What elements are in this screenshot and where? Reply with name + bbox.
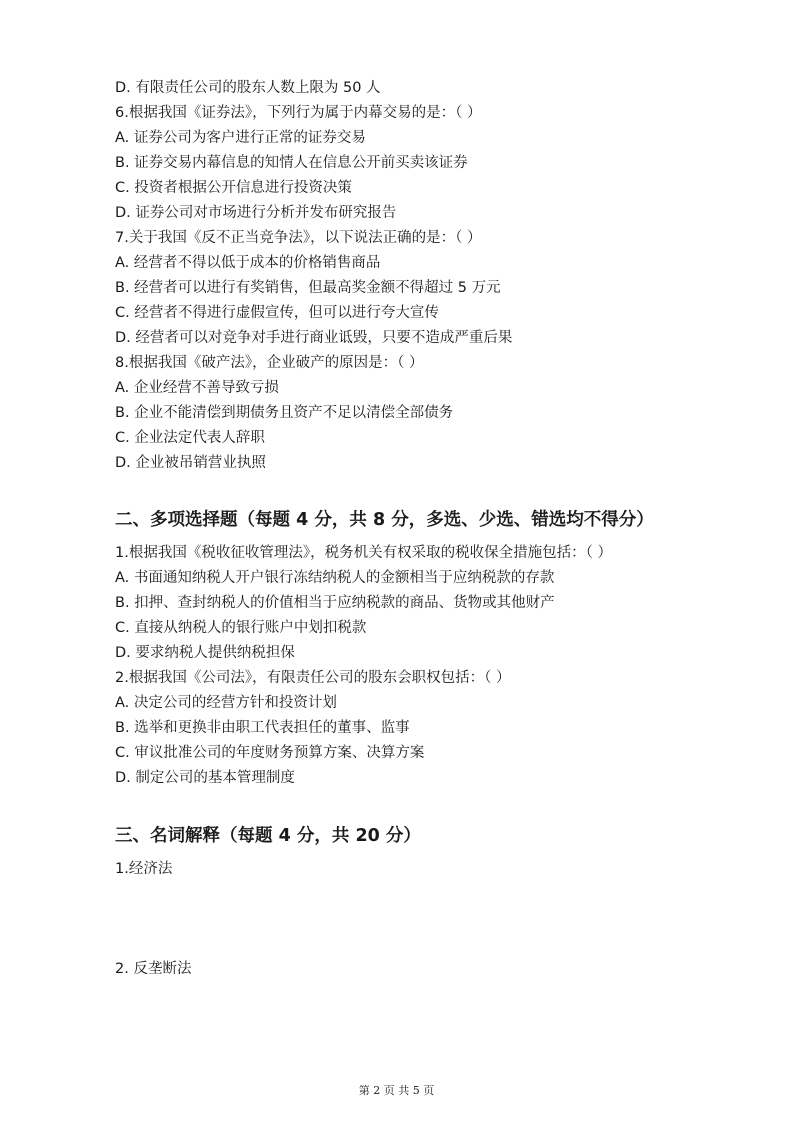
question-8-option-d: D. 企业被吊销营业执照 [115, 455, 266, 471]
section-heading-term-definitions: 三、名词解释（每题 4 分，共 20 分） [115, 826, 421, 846]
question-6-option-b: B. 证券交易内幕信息的知情人在信息公开前买卖该证券 [115, 155, 468, 171]
mc-question-1-option-a: A. 书面通知纳税人开户银行冻结纳税人的金额相当于应纳税款的存款 [115, 570, 555, 586]
mc-question-1-option-d: D. 要求纳税人提供纳税担保 [115, 645, 295, 661]
question-7-option-b: B. 经营者可以进行有奖销售，但最高奖金额不得超过 5 万元 [115, 280, 501, 296]
question-8-option-c: C. 企业法定代表人辞职 [115, 430, 265, 446]
section-heading-multiple-choice: 二、多项选择题（每题 4 分，共 8 分，多选、少选、错选均不得分） [115, 510, 654, 530]
mc-question-2-option-b: B. 选举和更换非由职工代表担任的董事、监事 [115, 720, 410, 736]
question-8: 8.根据我国《破产法》，企业破产的原因是：（ ） [115, 355, 424, 371]
question-6-option-c: C. 投资者根据公开信息进行投资决策 [115, 180, 352, 196]
question-7-option-a: A. 经营者不得以低于成本的价格销售商品 [115, 255, 381, 271]
mc-question-2-option-c: C. 审议批准公司的年度财务预算方案、决算方案 [115, 745, 425, 761]
question-7: 7.关于我国《反不正当竞争法》，以下说法正确的是：（ ） [115, 230, 482, 246]
mc-question-2-option-d: D. 制定公司的基本管理制度 [115, 770, 295, 786]
term-item-2: 2. 反垄断法 [115, 961, 192, 977]
mc-question-2: 2.根据我国《公司法》，有限责任公司的股东会职权包括：（ ） [115, 670, 511, 686]
question-7-option-c: C. 经营者不得进行虚假宣传，但可以进行夸大宣传 [115, 305, 439, 321]
mc-question-1-option-c: C. 直接从纳税人的银行账户中划扣税款 [115, 620, 367, 636]
question-8-option-a: A. 企业经营不善导致亏损 [115, 380, 279, 396]
question-8-option-b: B. 企业不能清偿到期债务且资产不足以清偿全部债务 [115, 405, 454, 421]
mc-question-1: 1.根据我国《税收征收管理法》，税务机关有权采取的税收保全措施包括：（ ） [115, 545, 612, 561]
mc-question-2-option-a: A. 决定公司的经营方针和投资计划 [115, 695, 337, 711]
question-7-option-d: D. 经营者可以对竞争对手进行商业诋毁，只要不造成严重后果 [115, 330, 513, 346]
question-6-option-a: A. 证券公司为客户进行正常的证券交易 [115, 130, 366, 146]
option-d-shareholder-limit: D. 有限责任公司的股东人数上限为 50 人 [115, 80, 381, 96]
page-footer: 第 2 页 共 5 页 [358, 1084, 435, 1097]
question-6-option-d: D. 证券公司对市场进行分析并发布研究报告 [115, 205, 397, 221]
question-6: 6.根据我国《证券法》，下列行为属于内幕交易的是：（ ） [115, 105, 482, 121]
term-item-1: 1.经济法 [115, 861, 173, 877]
mc-question-1-option-b: B. 扣押、查封纳税人的价值相当于应纳税款的商品、货物或其他财产 [115, 595, 555, 611]
